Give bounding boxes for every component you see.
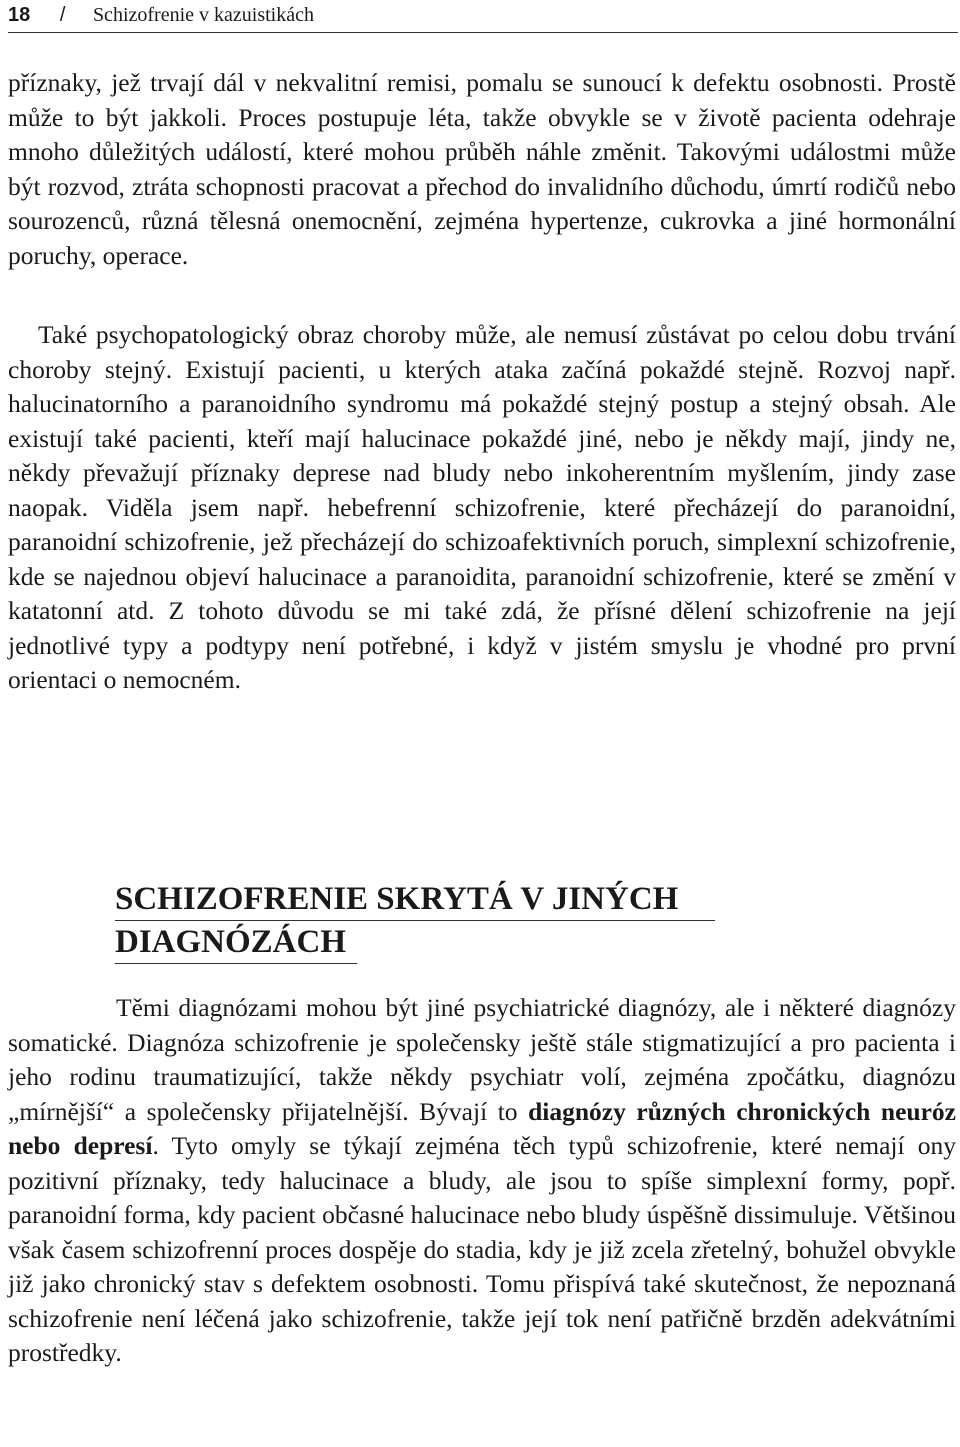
section-paragraph	[8, 991, 956, 1371]
section-heading-line-2: DIAGNÓZÁCH	[115, 921, 357, 964]
chapter-title: Schizofrenie v kazuistikách	[92, 4, 314, 26]
page-number: 18	[8, 4, 31, 26]
body-paragraph-1: příznaky, jež trvají dál v nekvalitní remisi, pomalu se sunoucí k defektu osobnosti. Prostě může to být jakkoli. Proces postupuje léta, takže obvykle se v životě pacienta odehraje mnoho důležitých událostí, které mohou průběh náhle změnit. Takovými událostmi může být rozvod, ztráta schopnosti pracovat a přechod do invalidního důchodu, úmrtí rodičů nebo sourozenců, různá tělesná onemocnění, zejména hypertenze, cukrovka a jiné hormonální poruchy, operace.	[8, 68, 956, 270]
running-header	[8, 2, 958, 33]
header-separator: /	[59, 4, 66, 26]
section-paragraph-text-before-bold: Těmi diagnózami mohou být jiné psychiatrické diagnózy, ale i některé diagnózy somatické. Diagnóza schizofrenie je společensky ještě stále stigmatizující a pro pacienta i jeho rodinu traumatizující, takže někdy psychiatr volí, zejména zpočátku, diagnózu „mírnější“ a společensky přijatelnější. Bývají to	[8, 993, 956, 1126]
section-paragraph-bold-text: diagnózy různých chronických neuróz nebo depresí	[8, 1096, 956, 1160]
section-heading	[115, 878, 875, 964]
section-heading-line-1: SCHIZOFRENIE SKRYTÁ V JINÝCH	[115, 878, 715, 921]
body-paragraph-2: Také psychopatologický obraz choroby může, ale nemusí zůstávat po celou dobu trvání choroby stejný. Existují pacienti, u kterých ataka začíná pokaždé stejně. Rozvoj např. halucinatorního a paranoidního syndromu má pokaždé stejný postup a stejný obsah. Ale existují také pacienti, kteří mají halucinace pokaždé jiné, nebo je někdy mají, jindy ne, někdy převažují příznaky deprese nad bludy nebo inkoherentním myšlením, jindy zase naopak. Viděla jsem např. hebefrenní schizofrenie, které přecházejí do paranoidní, paranoidní schizofrenie, jež přecházejí do schizoafektivních poruch, simplexní schizofrenie, kde se najednou objeví halucinace a paranoidita, paranoidní schizofrenie, které se změní v katatonní atd. Z tohoto důvodu se mi také zdá, že přísné dělení schizofrenie na její jednotlivé typy a podtypy není potřebné, i když v jistém smyslu je vhodné pro první orientaci o nemocném.	[8, 320, 956, 694]
section-paragraph-text-after-bold: . Tyto omyly se týkají zejména těch typů schizofrenie, které nemají ony pozitivní příznaky, tedy halucinace a bludy, ale jsou to spíše simplexní formy, popř. paranoidní forma, kdy pacient občasné halucinace nebo bludy úspěšně dissimuluje. Většinou však časem schizofrenní proces dospěje do stadia, kdy je již zcela zřetelný, bohužel obvykle již jako chronický stav s defektem osobnosti. Tomu přispívá také skutečnost, že nepoznaná schizofrenie není léčená jako schizofrenie, takže její tok není patřičně brzděn adekvátními prostředky.	[8, 1131, 956, 1367]
